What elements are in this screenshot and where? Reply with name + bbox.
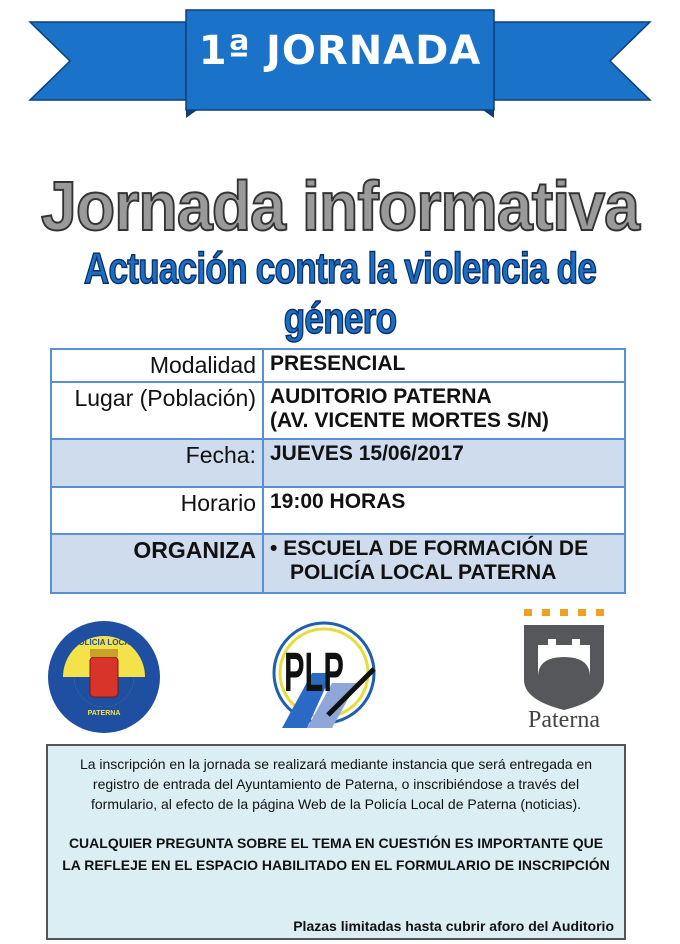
row-value (263, 382, 625, 439)
main-title: Jornada informativa (40, 167, 640, 245)
row-value (263, 534, 625, 593)
policia-local-badge-logo (46, 619, 162, 735)
row-label: Fecha: (51, 439, 263, 487)
registration-paragraph: La inscripción en la jornada se realizará mediante instancia que será entregada en registro de entrada del Ayuntamiento de Paterna, o inscribiéndose a través del formulario, al efecto de la página Web de la Policía Local de Paterna (noticias). (79, 756, 593, 812)
paterna-city-logo (508, 605, 620, 733)
row-label: Lugar (Población) (51, 382, 263, 439)
row-value: 19:00 HORAS (263, 487, 625, 534)
value-line: AUDITORIO PATERNA (270, 385, 492, 408)
important-notice: CUALQUIER PREGUNTA SOBRE EL TEMA EN CUESTIÓN ES IMPORTANTE QUE LA REFLEJE EN EL ESPACIO HABILITADO EN EL FORMULARIO DE INSCRIPCIÓN (62, 835, 610, 873)
table-row (51, 487, 625, 534)
limited-seats-note: Plazas limitadas hasta cubrir aforo del Auditorio (293, 918, 614, 934)
value-line: • ESCUELA DE FORMACIÓN DE (270, 537, 589, 560)
row-value: JUEVES 15/06/2017 (263, 439, 625, 487)
table-row (51, 439, 625, 487)
table-row (51, 349, 625, 382)
table-row (51, 382, 625, 439)
value-line: (AV. VICENTE MORTES S/N) (270, 409, 549, 432)
row-label: Horario (51, 487, 263, 534)
plp-logo (262, 613, 382, 731)
row-label: Modalidad (51, 349, 263, 382)
jornada-banner (0, 0, 680, 130)
plp-text: PLP (284, 640, 344, 704)
row-value: PRESENCIAL (263, 349, 625, 382)
badge-bottom-text: PATERNA (87, 710, 121, 717)
registration-info-box (46, 744, 626, 940)
banner-title: 1ª JORNADA (198, 28, 482, 74)
bullet-text: ESCUELA DE FORMACIÓN DE (283, 537, 589, 560)
paterna-logo-text: Paterna (528, 707, 600, 733)
table-row (51, 534, 625, 593)
row-label: ORGANIZA (51, 534, 263, 593)
badge-top-text: POLICIA LOCAL (73, 638, 135, 647)
value-line: POLICÍA LOCAL PATERNA (290, 561, 557, 584)
logos-row (0, 605, 680, 735)
details-table (50, 348, 626, 594)
subtitle: Actuación contra la violencia de género (83, 244, 597, 343)
